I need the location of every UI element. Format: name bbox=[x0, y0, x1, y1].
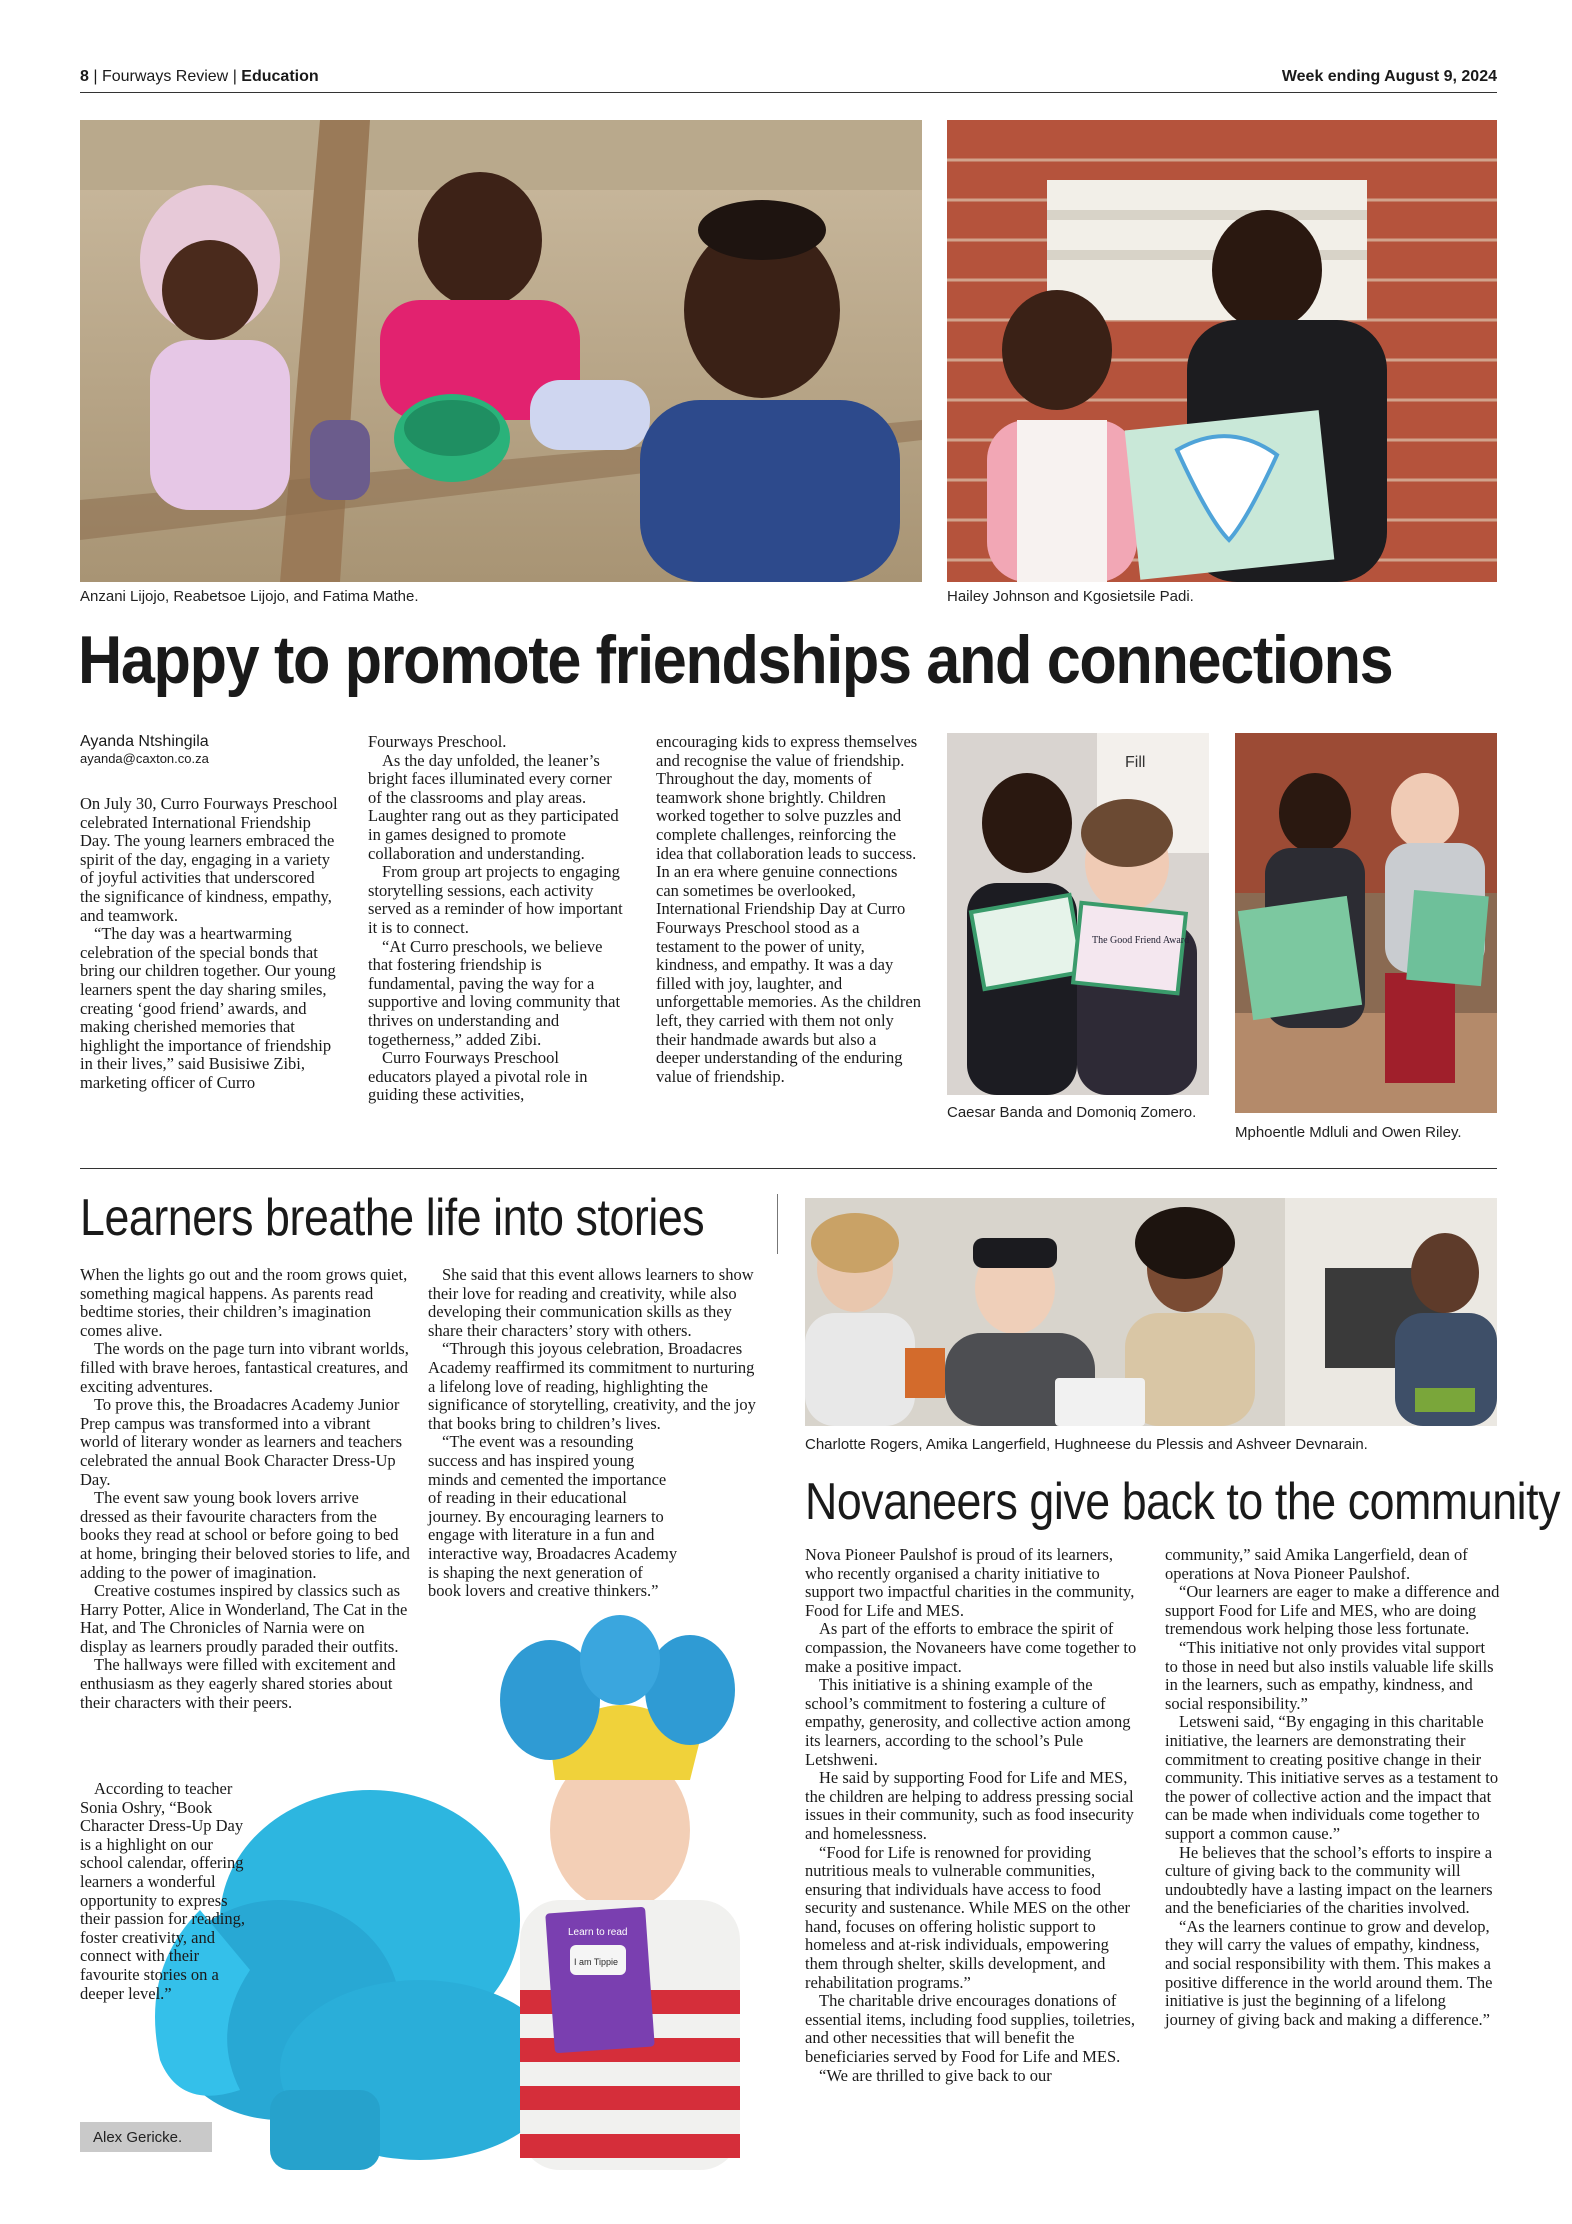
paragraph: The charitable drive encourages donations of essential items, including food supplies, toiletries, and other necessities that will benefit the beneficiaries served by Food for Life and MES. bbox=[805, 1991, 1135, 2067]
paragraph: Curro Fourways Preschool educators played a pivotal role in guiding these activities, bbox=[368, 1048, 588, 1105]
paragraph: community,” said Amika Langerfield, dean of operations at Nova Pioneer Paulshof. bbox=[1165, 1545, 1468, 1583]
article1-column-3 bbox=[656, 733, 921, 1086]
paragraph: As part of the efforts to embrace the spirit of compassion, the Novaneers have come together to make a positive impact. bbox=[805, 1619, 1137, 1676]
paragraph: She said that this event allows learners to show their love for reading and creativity, while also developing their communication skills as they share their characters’ story with others. bbox=[428, 1265, 754, 1340]
paragraph: “We are thrilled to give back to our bbox=[819, 2065, 1052, 2085]
paragraph: Creative costumes inspired by classics such as Harry Potter, Alice in Wonderland, The Cat in the Hat, and The Chronicles of Narnia were on display as learners proudly paraded their outfits. bbox=[80, 1581, 408, 1656]
headline: Happy to promote friendships and connections bbox=[78, 622, 1393, 698]
photo-hailey-kgosietsile bbox=[947, 120, 1497, 582]
paragraph: Nova Pioneer Paulshof is proud of its learners, who recently organised a charity initiative to support two impactful charities in the community, Food for Life and MES. bbox=[805, 1545, 1135, 1620]
headline: Novaneers give back to the community bbox=[805, 1473, 1561, 1531]
photo-caption: Anzani Lijojo, Reabetsoe Lijojo, and Fatima Mathe. bbox=[80, 588, 419, 605]
paragraph: “This initiative not only provides vital support to those in need but also instils valuable life skills in the learners, such as empathy, kindness, and social responsibility.” bbox=[1165, 1637, 1494, 1713]
photo-caption: Mphoentle Mdluli and Owen Riley. bbox=[1235, 1124, 1462, 1141]
paragraph: “At Curro preschools, we believe that fostering friendship is fundamental, paving the way for a supportive and loving community that thrives on understanding and togetherness,” added Zibi. bbox=[368, 936, 621, 1049]
photo-novaneers-group bbox=[805, 1198, 1497, 1426]
page-number: 8 bbox=[80, 68, 89, 85]
paragraph: The event saw young book lovers arrive dressed as their favourite characters from the books they read at school or before going to bed at home, bringing their beloved stories to life, and adding to the power of imagination. bbox=[80, 1488, 410, 1582]
paragraph: When the lights go out and the room grows quiet, something magical happens. As parents read bedtime stories, their children’s imagination comes alive. bbox=[80, 1265, 408, 1340]
article1-column-2 bbox=[368, 733, 626, 1105]
header-separator: | bbox=[232, 68, 242, 85]
paragraph: “Through this joyous celebration, Broadacres Academy reaffirmed its commitment to nurturing a lifelong love of reading, highlighting the significance of storytelling, creativity, and the joy that books bring to children’s lives. bbox=[428, 1339, 756, 1433]
paragraph: Letsweni said, “By engaging in this charitable initiative, the learners are demonstrating their commitment to creating positive change in their community. This initiative serves as a testament to the power of collective action and the impact that can be made when individuals come together to support a common cause.” bbox=[1165, 1712, 1499, 1843]
section-divider bbox=[80, 1168, 1497, 1169]
paragraph: He said by supporting Food for Life and MES, the children are helping to address pressing social issues in their community, such as food insecurity and homelessness. bbox=[805, 1768, 1134, 1843]
article1-column-1 bbox=[80, 795, 338, 1093]
paragraph: This initiative is a shining example of the school’s commitment to fostering a culture of empathy, generosity, and collective action among its learners, according to the school’s Pule Letshweni. bbox=[805, 1675, 1131, 1769]
photo-caption: Charlotte Rogers, Amika Langerfield, Hughneese du Plessis and Ashveer Devnarain. bbox=[805, 1436, 1368, 1453]
classroom-sign-text: Fill bbox=[1125, 754, 1146, 771]
article3-column-2 bbox=[1165, 1546, 1500, 2029]
paragraph: From group art projects to engaging storytelling sessions, each activity served as a reminder of how important it is to connect. bbox=[368, 862, 623, 937]
paragraph: Fourways Preschool. bbox=[368, 732, 507, 751]
paragraph: As the day unfolded, the leaner’s bright faces illuminated every corner of the classrooms and play areas. Laughter rang out as they participated in games designed to promote collaboration and understanding. bbox=[368, 750, 619, 863]
certificate-text: The Good Friend Award bbox=[1092, 935, 1190, 946]
header-separator: | bbox=[93, 68, 102, 85]
photo-caesar-domoniq bbox=[947, 733, 1209, 1095]
article2-column-2 bbox=[428, 1266, 758, 1601]
page-header-left bbox=[80, 68, 319, 86]
paragraph: He believes that the school’s efforts to inspire a culture of giving back to the community will undoubtedly have a lasting impact on the learners and the beneficiaries of the charities involved. bbox=[1165, 1842, 1493, 1918]
paragraph: “The event was a resounding success and has inspired young minds and cemented the importance of reading in their educational journey. By encouraging learners to engage with literature in a fun and interactive way, Broadacres Academy is shaping the next generation of book lovers and creative thinkers.” bbox=[428, 1432, 678, 1601]
column-divider bbox=[777, 1194, 778, 1254]
article3-column-1 bbox=[805, 1546, 1140, 2085]
issue-date: Week ending August 9, 2024 bbox=[1281, 68, 1497, 85]
headline: Learners breathe life into stories bbox=[80, 1189, 705, 1247]
byline bbox=[80, 733, 340, 766]
paragraph: “Food for Life is renowned for providing nutritious meals to vulnerable communities, ensuring that individuals have access to food security and sustenance. While MES on the other hand, focuses on offering holistic support to homeless and at-risk individuals, empowering them through shelter, skills development, and rehabilitation programs.” bbox=[805, 1842, 1131, 1992]
paragraph: “As the learners continue to grow and develop, they will carry the values of empathy, kindness, and social responsibility with them. This makes a positive difference in the world around them. The initiative is just the beginning of a lifelong journey of giving back and making a difference.” bbox=[1165, 1916, 1493, 2029]
paragraph: According to teacher Sonia Oshry, “Book Character Dress-Up Day is a highlight on our school calendar, offering learners a wonderful opportunity to express their passion for reading, foster creativity, and connect with their favourite stories on a deeper level.” bbox=[80, 1779, 245, 2003]
paragraph: The words on the page turn into vibrant worlds, filled with brave heroes, fantastical creatures, and exciting adventures. bbox=[80, 1339, 409, 1396]
photo-mphoentle-owen bbox=[1235, 733, 1497, 1113]
author-name: Ayanda Ntshingila bbox=[80, 733, 209, 750]
article2-column-1-continued bbox=[80, 1780, 250, 2003]
photo-caption: Hailey Johnson and Kgosietsile Padi. bbox=[947, 588, 1194, 605]
section-name: Education bbox=[241, 68, 319, 85]
paragraph: On July 30, Curro Fourways Preschool celebrated International Friendship Day. The young learners embraced the spirit of the day, engaging in a variety of joyful activities that underscored the significance of kindness, empathy, and teamwork. bbox=[80, 794, 338, 925]
header-rule bbox=[80, 92, 1497, 93]
paragraph: “The day was a heartwarming celebration of the special bonds that bring our children together. Our young learners spent the day sharing smiles, creating ‘good friend’ awards, and making cherished memories that highlight the importance of friendship in their lives,” said Busisiwe Zibi, marketing officer of Curro bbox=[80, 924, 336, 1092]
book-series-text: Learn to read bbox=[568, 1927, 628, 1938]
publication-name: Fourways Review bbox=[101, 68, 229, 85]
photo-caption: Caesar Banda and Domoniq Zomero. bbox=[947, 1104, 1197, 1121]
photo-three-girls-sandpit bbox=[80, 120, 922, 582]
book-title-text: I am Tippie bbox=[574, 1957, 619, 1967]
paragraph: The hallways were filled with excitement and enthusiasm as they eagerly shared stories about their characters with their peers. bbox=[80, 1655, 396, 1712]
author-email: ayanda@caxton.co.za bbox=[80, 751, 209, 766]
paragraph: “Our learners are eager to make a difference and support Food for Life and MES, who are doing tremendous work helping those less fortunate. bbox=[1165, 1582, 1500, 1639]
photo-credit: Alex Gericke. bbox=[93, 2129, 183, 2146]
paragraph: encouraging kids to express themselves and recognise the value of friendship. Throughout the day, moments of teamwork shone brightly. Children worked together to solve puzzles and complete challenges, reinforcing the idea that collaboration leads to success. In an era where genuine connections can sometimes be overlooked, International Friendship Day at Curro Fourways Preschool stood as a testament to the power of unity, kindness, and empathy. It was a day filled with joy, laughter, and unforgettable memories. As the children left, they carried with them not only their handmade awards but also a deeper understanding of the enduring value of friendship. bbox=[656, 732, 921, 1086]
paragraph: To prove this, the Broadacres Academy Junior Prep campus was transformed into a vibrant world of literary wonder as learners and teachers celebrated the annual Book Character Dress-Up Day. bbox=[80, 1395, 403, 1489]
